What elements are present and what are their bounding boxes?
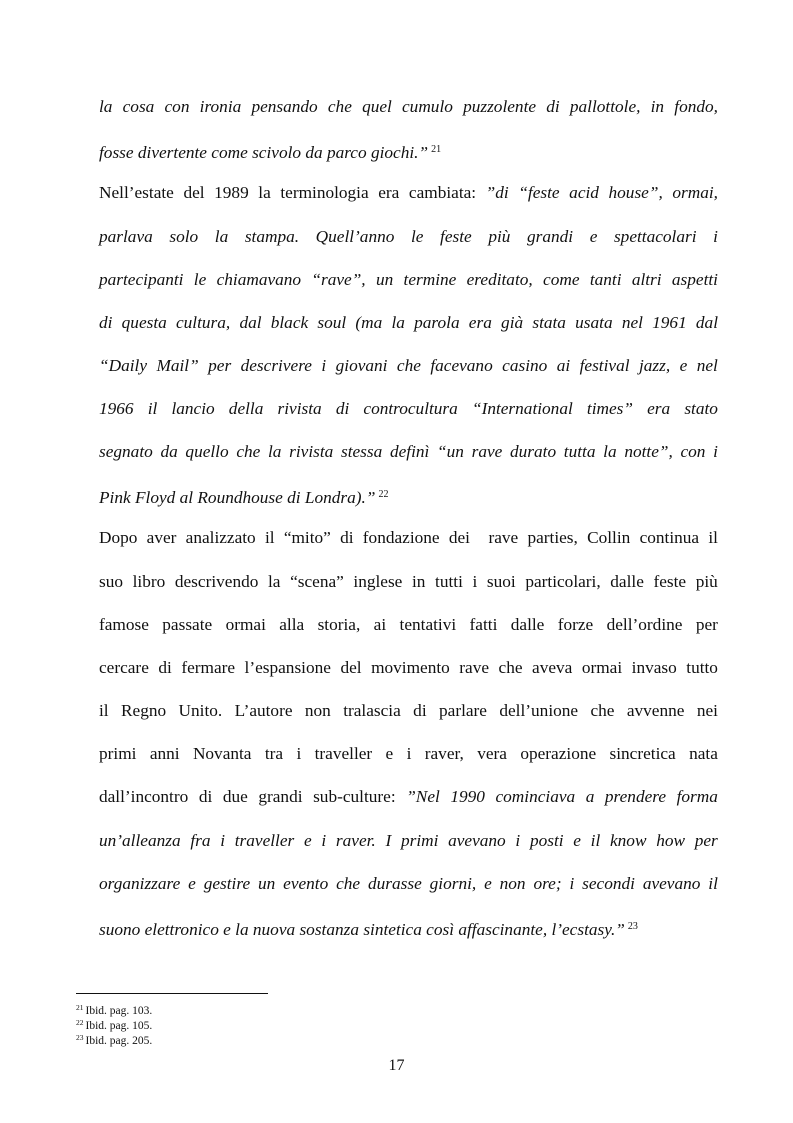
text-line: fosse divertente come scivolo da parco giochi.” $^{21}$ <box>99 143 442 162</box>
text-line: 1966 il lancio della rivista di controcultura “International times” era stato <box>99 399 718 418</box>
text-line: primi anni Novanta tra i traveller e i raver, vera operazione sincretica nata <box>99 744 718 763</box>
text-line: “Daily Mail” per descrivere i giovani che facevano casino ai festival jazz, e nel <box>99 356 718 375</box>
text-line: organizzare e gestire un evento che durasse giorni, e non ore; i secondi avevano il <box>99 874 718 893</box>
text-line: Dopo aver analizzato il “mito” di fondazione dei rave parties, Collin continua il <box>99 528 718 547</box>
footnote-ref: 23 <box>627 921 638 932</box>
text-line: suo libro descrivendo la “scena” inglese in tutti i suoi particolari, dalle feste più <box>99 572 718 591</box>
text-line: il Regno Unito. L’autore non tralascia di parlare dell’unione che avvenne nei <box>99 701 718 720</box>
footnote: $^{22}$ Ibid. pag. 105. <box>76 1018 153 1032</box>
footnote-ref: 22 <box>378 489 389 500</box>
text-line: Nell’estate del 1989 la terminologia era cambiata: ”di “feste acid house”, ormai, <box>99 183 718 202</box>
text-line: un’alleanza fra i traveller e i raver. I primi avevano i posti e il know how per <box>99 831 718 850</box>
footnote: $^{23}$ Ibid. pag. 205. <box>76 1033 153 1047</box>
footnote-ref: 21 <box>431 144 442 155</box>
page-number: 17 <box>388 1057 405 1074</box>
footnote: $^{21}$ Ibid. pag. 103. <box>76 1003 153 1017</box>
text-line: suono elettronico e la nuova sostanza sintetica così affascinante, l’ecstasy.” $^{23}$ <box>99 920 638 939</box>
text-line: partecipanti le chiamavano “rave”, un termine ereditato, come tanti altri aspetti <box>99 270 718 289</box>
text-line: segnato da quello che la rivista stessa definì “un rave durato tutta la notte”, con i <box>99 442 718 461</box>
text-line: Pink Floyd al Roundhouse di Londra).” $^{22}$ <box>99 488 389 507</box>
footnote-separator <box>76 993 268 994</box>
text-line: di questa cultura, dal black soul (ma la parola era già stata usata nel 1961 dal <box>99 313 718 332</box>
text-line: famose passate ormai alla storia, ai tentativi fatti dalle forze dell’ordine per <box>99 615 718 634</box>
text-line: dall’incontro di due grandi sub-culture: ”Nel 1990 cominciava a prendere forma <box>99 787 718 806</box>
text-line: la cosa con ironia pensando che quel cumulo puzzolente di pallottole, in fondo, <box>99 97 718 116</box>
text-line: cercare di fermare l’espansione del movimento rave che aveva ormai invaso tutto <box>99 658 718 677</box>
text-line: parlava solo la stampa. Quell’anno le feste più grandi e spettacolari i <box>99 227 718 246</box>
